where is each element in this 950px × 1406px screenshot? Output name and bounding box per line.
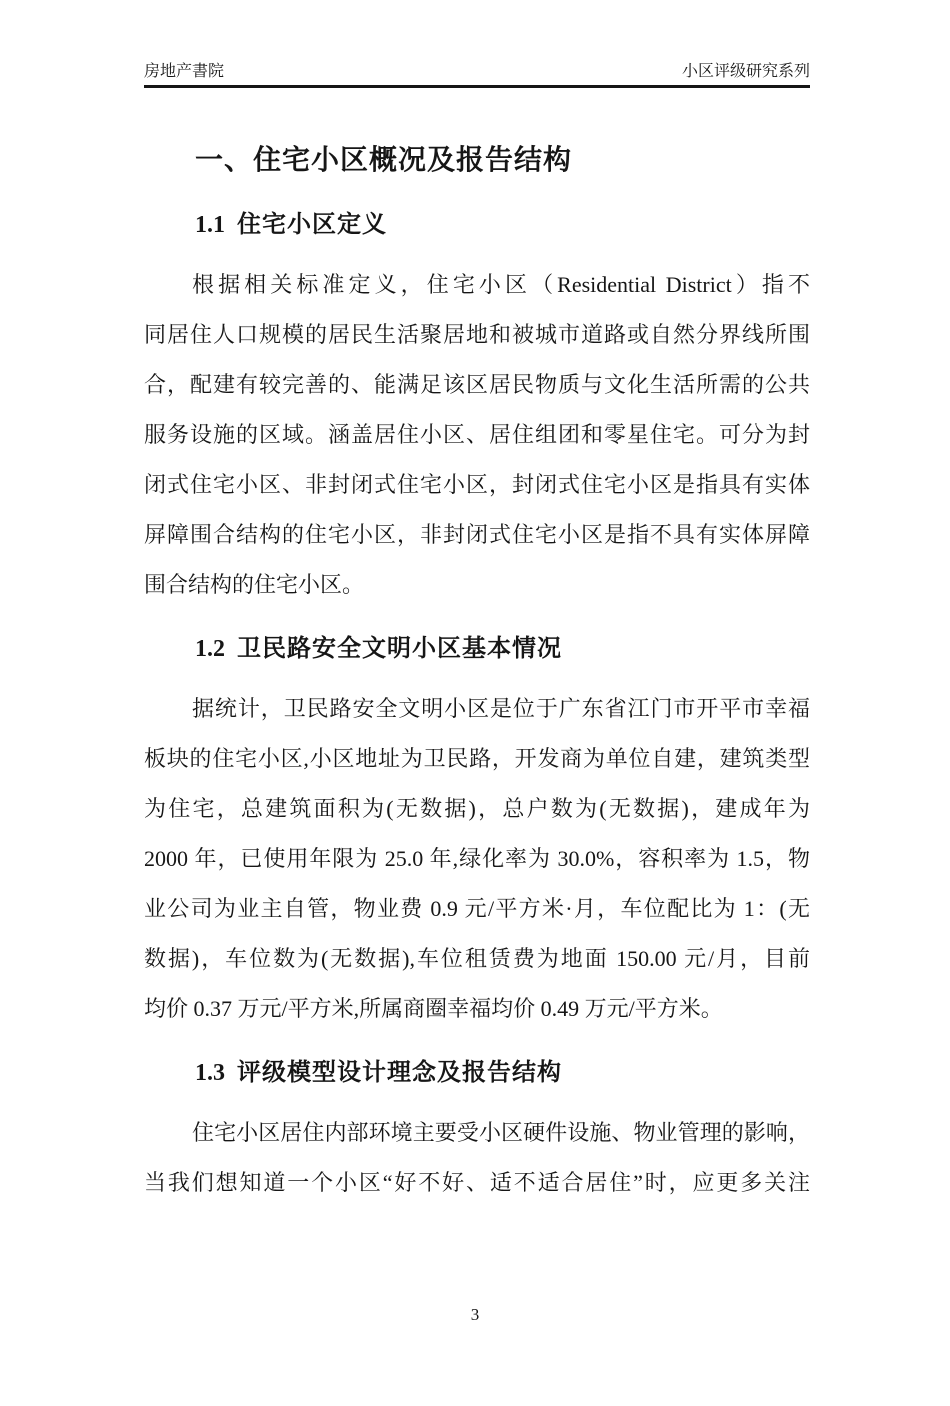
paragraph-line: 数据)，车位数为(无数据),车位租赁费为地面 150.00 元/月，目前 (144, 946, 810, 971)
header-right-text: 小区评级研究系列 (681, 63, 810, 80)
paragraph-line: 服务设施的区域。涵盖居住小区、居住组团和零星住宅。可分为封 (144, 422, 810, 447)
section-heading-1-1 (195, 211, 810, 239)
paragraph-line: 业公司为业主自管，物业费 0.9 元/平方米·月，车位配比为 1：(无 (144, 896, 810, 921)
paragraph-line: 根据相关标准定义，住宅小区（Residential District）指不 (192, 272, 810, 297)
paragraph-line: 板块的住宅小区,小区地址为卫民路，开发商为单位自建，建筑类型 (144, 746, 810, 771)
document-page (0, 62, 950, 1406)
document-title: 一、住宅小区概况及报告结构 (195, 144, 573, 175)
paragraph-definition (144, 260, 810, 610)
page-number: 3 (470, 1305, 480, 1324)
heading-number: 1.2 (195, 636, 225, 662)
paragraph-line: 均价 0.37 万元/平方米,所属商圈幸福均价 0.49 万元/平方米。 (144, 996, 723, 1021)
paragraph-line: 闭式住宅小区、非封闭式住宅小区，封闭式住宅小区是指具有实体 (144, 472, 810, 497)
paragraph-line: 同居住人口规模的居民生活聚居地和被城市道路或自然分界线所围 (144, 322, 810, 347)
heading-number: 1.1 (195, 212, 225, 238)
section-heading-1-2 (195, 635, 810, 663)
paragraph-line: 围合结构的住宅小区。 (144, 572, 365, 597)
paragraph-line: 合，配建有较完善的、能满足该区居民物质与文化生活所需的公共 (144, 372, 810, 397)
heading-text: 评级模型设计理念及报告结构 (237, 1059, 562, 1086)
document-body (144, 144, 810, 1208)
section-heading-1-3 (195, 1059, 810, 1087)
page-header (144, 62, 810, 88)
paragraph-basic-info (144, 684, 810, 1034)
heading-text: 住宅小区定义 (237, 211, 387, 238)
paragraph-line: 据统计，卫民路安全文明小区是位于广东省江门市开平市幸福 (192, 696, 810, 721)
heading-number: 1.3 (195, 1060, 225, 1086)
heading-text: 卫民路安全文明小区基本情况 (237, 635, 562, 662)
paragraph-line: 2000 年，已使用年限为 25.0 年,绿化率为 30.0%，容积率为 1.5，物 (144, 846, 810, 871)
paragraph-line: 为住宅，总建筑面积为(无数据)，总户数为(无数据)，建成年为 (144, 796, 810, 821)
header-left-text: 房地产書院 (144, 63, 225, 80)
paragraph-line: 屏障围合结构的住宅小区，非封闭式住宅小区是指不具有实体屏障 (144, 522, 810, 547)
paragraph-line: 住宅小区居住内部环境主要受小区硬件设施、物业管理的影响， (192, 1120, 810, 1145)
paragraph-line: 当我们想知道一个小区“好不好、适不适合居住”时，应更多关注 (144, 1170, 810, 1195)
paragraph-model-design (144, 1108, 810, 1208)
